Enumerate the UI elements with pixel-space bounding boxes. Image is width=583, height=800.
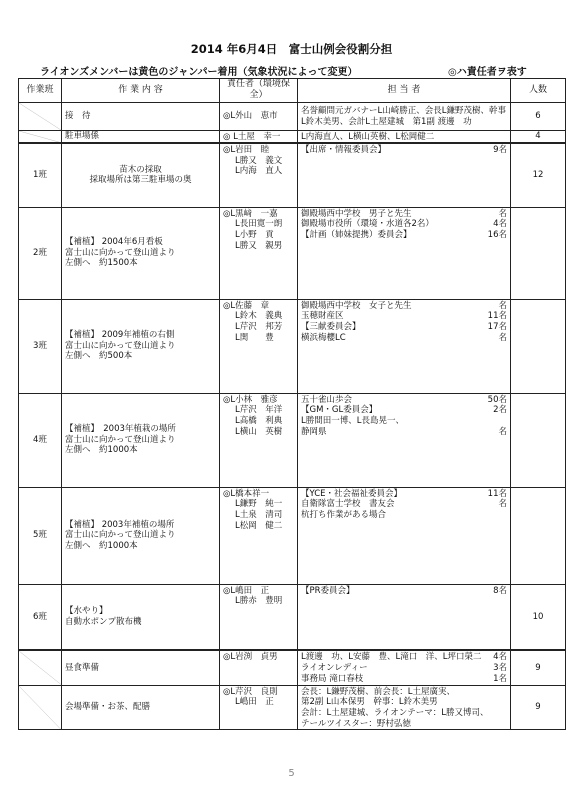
staff-name: L勝間田一博、L長島晃一、	[301, 415, 404, 426]
responsible-person: L長田寛一朗	[235, 219, 283, 230]
count-cell: 6	[511, 102, 566, 130]
team-label: 5班	[33, 530, 47, 541]
staff-count: 17名	[487, 321, 507, 332]
staff-name: 【計画（姉妹提携）委員会】	[301, 229, 412, 240]
task-cell	[62, 685, 220, 730]
table-row	[19, 102, 566, 130]
team-label: 3班	[33, 340, 47, 351]
team-label: 1班	[33, 170, 47, 181]
responsible-cell	[220, 685, 298, 730]
task-cell	[62, 584, 220, 650]
diagonal-slash	[19, 131, 61, 143]
responsible-person: ◎L黒﨑 一嘉	[223, 208, 278, 219]
table-row	[19, 584, 566, 650]
staff-count: 名	[498, 300, 507, 311]
team-cell	[19, 650, 62, 685]
page-title: 2014 年6月4日 富士山例会役割分担	[190, 42, 393, 56]
col-header-count: 人数	[511, 79, 566, 103]
staff-cell	[298, 143, 511, 207]
diagonal-slash	[19, 103, 61, 130]
team-label: 6班	[33, 611, 47, 622]
responsible-person: L関 豊	[235, 332, 274, 343]
staff-line	[301, 586, 507, 597]
task-cell	[62, 143, 220, 207]
staff-name: 横浜梅櫻LC	[301, 332, 346, 343]
responsible-person: L勝赤 豊明	[235, 596, 283, 607]
count-cell: 12	[511, 143, 566, 207]
staff-line	[301, 395, 507, 406]
staff-line	[301, 674, 507, 685]
staff-count: 1名	[493, 673, 507, 684]
col-header-team: 作業班	[19, 79, 62, 103]
responsible-person: L勝又 義文	[235, 155, 283, 166]
responsible-person: L横山 英樹	[235, 426, 283, 437]
staff-line	[301, 405, 507, 416]
staff-line: テールツイスター：野村弘徳	[301, 718, 411, 729]
responsible-person: L芹沢 年洋	[235, 405, 283, 416]
responsible-person: L松岡 健二	[235, 520, 283, 531]
staff-name: 五十雀山歩会	[301, 394, 353, 405]
staff-line	[301, 322, 507, 333]
staff-count: 2名	[493, 405, 507, 416]
responsible-person: L芹沢 邦芳	[235, 321, 283, 332]
staff-line	[301, 219, 507, 230]
staff-count: 9名	[493, 145, 507, 156]
staff-line	[301, 209, 507, 220]
task-line: 昼食準備	[65, 662, 100, 673]
team-cell	[19, 393, 62, 487]
task-line: 苗木の採取	[119, 164, 162, 175]
task-line: 左側へ 約1500本	[65, 258, 138, 269]
staff-cell	[298, 393, 511, 487]
staff-line: 名誉顧問元ガバナーL山崎勝正、会長L鎌野茂樹、幹事L鈴木美男、会計L土屋建城 第1副 渡邊 功	[301, 105, 506, 127]
staff-name: ライオンレディー	[301, 663, 368, 674]
staff-name: 自衛隊富士学校 書友会	[301, 499, 395, 510]
staff-cell	[298, 207, 511, 299]
diagonal-slash	[19, 686, 61, 730]
task-cell	[62, 393, 220, 487]
col-header-staff: 担 当 者	[298, 79, 511, 103]
team-cell	[19, 299, 62, 393]
staff-name: 【PR委員会】	[301, 585, 355, 596]
table-row	[19, 130, 566, 143]
subtitle-note: ライオンズメンバーは黄色のジャンパー着用（気象状況によって変更）	[40, 67, 358, 78]
task-line: 【補植】 2004年6月看板	[65, 237, 163, 248]
count-cell: 9	[511, 650, 566, 685]
task-line: 自動水ポンプ散布機	[65, 616, 142, 627]
staff-name: 【三献委員会】	[301, 321, 361, 332]
staff-name: 杭打ち作業がある場合	[301, 509, 387, 520]
staff-line	[301, 427, 507, 438]
staff-count: 名	[498, 499, 507, 510]
role-assignment-table	[18, 78, 566, 730]
team-cell	[19, 207, 62, 299]
count-cell	[511, 393, 566, 487]
responsible-person: L鈴木 義典	[235, 311, 283, 322]
staff-line: 会計：L土屋建城、ライオンテーマ：L勝又博司、	[301, 707, 489, 718]
staff-count: 4名	[493, 652, 507, 663]
task-line: 富士山に向かって登山道より	[65, 434, 176, 445]
staff-name: 静岡県	[301, 426, 327, 437]
task-line: 富士山に向かって登山道より	[65, 247, 176, 258]
staff-name: 【GM・GL委員会】	[301, 405, 378, 416]
team-cell	[19, 143, 62, 207]
staff-cell	[298, 650, 511, 685]
task-line: 【水やり】	[65, 606, 108, 617]
responsible-cell	[220, 487, 298, 584]
staff-line	[301, 510, 507, 521]
table-row	[19, 650, 566, 685]
team-cell	[19, 685, 62, 730]
responsible-cell	[220, 143, 298, 207]
responsible-person: L高橋 利典	[235, 415, 283, 426]
responsible-person: L内海 直人	[235, 166, 283, 177]
staff-name: 御殿場西中学校 女子と先生	[301, 300, 412, 311]
responsible-cell	[220, 102, 298, 130]
staff-cell	[298, 487, 511, 584]
task-cell	[62, 299, 220, 393]
responsible-person: L小野 貢	[235, 229, 274, 240]
page-number: 5	[288, 768, 295, 779]
responsible-person: L土泉 清司	[235, 509, 283, 520]
staff-line	[301, 333, 507, 344]
responsible-person: ◎L嶋田 正	[223, 585, 270, 596]
legend-note: ◎ハ責任者ヲ表す	[448, 67, 527, 78]
staff-name: 御殿場市役所（環境・水道各2名）	[301, 219, 434, 230]
task-line: 【補植】 2003年植栽の場所	[65, 424, 176, 435]
staff-count: 11名	[487, 311, 507, 322]
task-line: 【補植】 2009年補植の右側	[65, 330, 175, 341]
staff-cell	[298, 102, 511, 130]
team-cell	[19, 130, 62, 143]
staff-line	[301, 230, 507, 241]
table-row	[19, 393, 566, 487]
staff-line: 会長：L鎌野茂樹、前会長：L土屋廣実、	[301, 686, 455, 697]
responsible-cell	[220, 207, 298, 299]
staff-count: 8名	[493, 585, 507, 596]
table-row	[19, 487, 566, 584]
staff-line	[301, 663, 507, 674]
staff-line	[301, 301, 507, 312]
staff-count: 名	[498, 208, 507, 219]
responsible-person: ◎L岩渕 貞男	[223, 652, 278, 663]
staff-count: 50名	[487, 394, 507, 405]
staff-count: 名	[498, 332, 507, 343]
task-cell	[62, 487, 220, 584]
staff-line	[301, 652, 507, 663]
responsible-cell	[220, 393, 298, 487]
responsible-person: ◎L外山 恵市	[223, 111, 278, 122]
count-cell: 4	[511, 130, 566, 143]
count-cell	[511, 299, 566, 393]
staff-name: L渡邊 功、L安藤 豊、L滝口 洋、L坪口榮二	[301, 652, 482, 663]
team-label: 4班	[33, 434, 47, 445]
staff-cell	[298, 299, 511, 393]
staff-cell	[298, 130, 511, 143]
task-line: 左側へ 約1000本	[65, 540, 138, 551]
task-line: 富士山に向かって登山道より	[65, 530, 176, 541]
responsible-person: ◎L佐藤 章	[223, 300, 270, 311]
staff-line	[301, 489, 507, 500]
task-line: 会場準備・お茶、配膳	[65, 702, 151, 713]
count-cell: 9	[511, 685, 566, 730]
responsible-person: ◎ L土屋 幸一	[223, 131, 281, 142]
staff-count: 11名	[487, 488, 507, 499]
task-cell	[62, 650, 220, 685]
staff-name: 事務局 滝口春枝	[301, 673, 364, 684]
col-header-task: 作 業 内 容	[62, 79, 220, 103]
task-line: 駐車場係	[65, 131, 100, 141]
responsible-person: ◎L芹沢 良則	[223, 686, 278, 697]
diagonal-slash	[19, 651, 61, 685]
task-line: 左側へ 約500本	[65, 351, 133, 362]
staff-line	[301, 145, 507, 156]
staff-name: 玉穂財産区	[301, 311, 344, 322]
staff-cell	[298, 685, 511, 730]
table-row	[19, 143, 566, 207]
task-cell	[62, 207, 220, 299]
task-line: 左側へ 約1000本	[65, 445, 138, 456]
staff-count: 16名	[487, 229, 507, 240]
staff-line: 第2副 L山本保男 幹事：L鈴木美男	[301, 697, 438, 708]
staff-name: 【出席・情報委員会】	[301, 145, 387, 156]
staff-line	[301, 499, 507, 510]
responsible-person: ◎L小林 雅彦	[223, 394, 278, 405]
team-cell	[19, 584, 62, 650]
staff-name: 【YCE・社会福祉委員会】	[301, 488, 403, 499]
task-line: 富士山に向かって登山道より	[65, 340, 176, 351]
staff-count: 4名	[493, 219, 507, 230]
count-cell	[511, 207, 566, 299]
col-header-responsible: 責任者（環境保全）	[220, 79, 298, 103]
staff-count: 3名	[493, 663, 507, 674]
responsible-person: L勝又 親男	[235, 240, 283, 251]
task-line: 【補植】 2003年補植の場所	[65, 519, 175, 530]
table-row	[19, 685, 566, 730]
count-cell	[511, 487, 566, 584]
table-header-row	[19, 79, 566, 103]
staff-line: L内海直人、L横山英樹、L松岡健二	[301, 131, 435, 142]
team-cell	[19, 102, 62, 130]
responsible-cell	[220, 299, 298, 393]
responsible-cell	[220, 130, 298, 143]
responsible-person: L嶋田 正	[235, 697, 274, 708]
staff-line	[301, 311, 507, 322]
task-cell	[62, 130, 220, 143]
task-line: 接 待	[65, 110, 91, 121]
responsible-person: L鎌野 純一	[235, 499, 283, 510]
team-label: 2班	[33, 247, 47, 258]
responsible-person: ◎L岩田 睦	[223, 145, 270, 156]
staff-name: 御殿場西中学校 男子と先生	[301, 208, 412, 219]
task-cell	[62, 102, 220, 130]
team-cell	[19, 487, 62, 584]
table-row	[19, 207, 566, 299]
staff-count: 名	[498, 426, 507, 437]
responsible-cell	[220, 650, 298, 685]
staff-line	[301, 416, 507, 427]
count-cell: 10	[511, 584, 566, 650]
responsible-cell	[220, 584, 298, 650]
responsible-person: ◎L橋本祥一	[223, 488, 270, 499]
task-line: 採取場所は第三駐車場の奥	[89, 175, 192, 186]
staff-cell	[298, 584, 511, 650]
table-row	[19, 299, 566, 393]
